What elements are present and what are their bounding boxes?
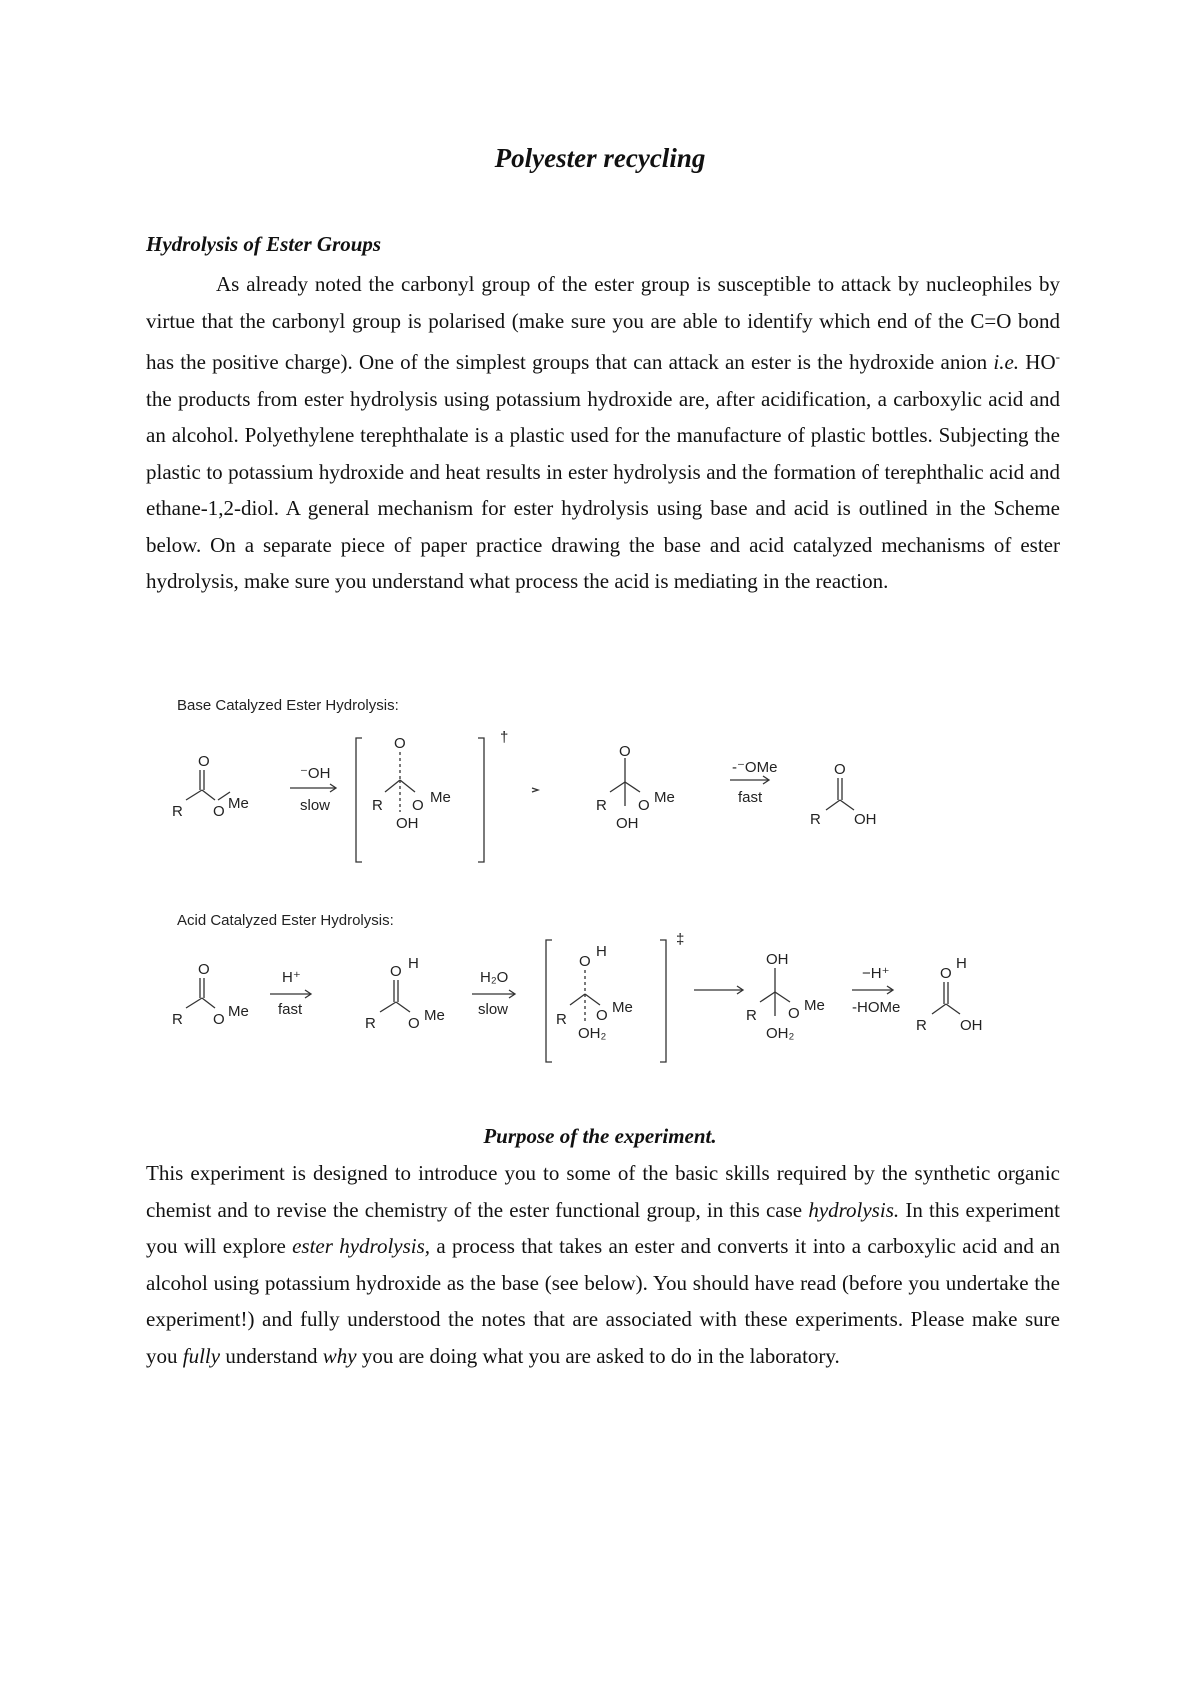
intro-superscript: - [1055, 349, 1060, 364]
atom-oh: OH [396, 815, 419, 832]
atom-o: O [788, 1005, 800, 1022]
purpose-text-c: a process that takes an ester and converts it into a carboxylic acid and an alcohol using potassium hydroxide as the base (see below). You should have read (before you undertake the experiment!) and fully understood the notes that are associated with these experiments. Please make sure you [146, 1234, 1061, 1368]
base-scheme-diagram [160, 720, 1060, 870]
purpose-em-fully: fully [182, 1343, 221, 1368]
atom-oh2: OH₂ [766, 1025, 795, 1042]
atom-o: O [213, 1011, 225, 1028]
atom-o: O [394, 735, 406, 752]
atom-r: R [172, 803, 183, 820]
reagent-slow: slow [300, 797, 331, 814]
atom-r: R [916, 1017, 927, 1034]
atom-me: Me [228, 1003, 249, 1020]
reagent-fast: fast [738, 789, 763, 806]
intro-text-a: As already noted the carbonyl group of the ester group is susceptible to attack by nucleophiles by virtue that the carbonyl group is polarised (make sure you are able to identify which end of the C=O bond has the positive charge). One of the simplest groups that can attack an ester is the hydroxide anion [146, 272, 1060, 374]
purpose-text-b: In this experiment you will explore [146, 1197, 1061, 1258]
atom-me: Me [424, 1007, 445, 1024]
acid-scheme-label: Acid Catalyzed Ester Hydrolysis: [177, 912, 394, 929]
reagent-slow: slow [478, 1001, 509, 1018]
atom-r: R [810, 811, 821, 828]
atom-oh: OH [960, 1017, 983, 1034]
atom-oh: OH [766, 951, 789, 968]
section-heading-hydrolysis: Hydrolysis of Ester Groups [146, 232, 382, 256]
atom-o: O [834, 761, 846, 778]
purpose-text-a: This experiment is designed to introduce you to some of the basic skills required by the synthetic organic chemist and to revise the chemistry of the ester functional group, in this case [146, 1161, 1060, 1222]
atom-h: H [408, 955, 419, 972]
purpose-text-d: understand [220, 1343, 323, 1368]
atom-r: R [365, 1015, 376, 1032]
reagent-fast: fast [278, 1001, 303, 1018]
dagger-symbol: † [500, 729, 509, 746]
section-heading-purpose: Purpose of the experiment. [483, 1124, 717, 1148]
purpose-em-ester-hydrolysis: ester hydrolysis, [292, 1234, 431, 1258]
intro-paragraph [146, 266, 1060, 600]
atom-o: O [638, 797, 650, 814]
atom-o: O [198, 961, 210, 978]
atom-me: Me [228, 795, 249, 812]
atom-o: O [198, 753, 210, 770]
atom-r: R [172, 1011, 183, 1028]
purpose-text-e: you are doing what you are asked to do in the laboratory. [356, 1343, 840, 1368]
atom-me: Me [654, 789, 675, 806]
page-title: Polyester recycling [494, 143, 706, 173]
reagent-oh: ⁻OH [300, 765, 331, 782]
atom-o: O [412, 797, 424, 814]
purpose-em-hydrolysis: hydrolysis. [808, 1197, 900, 1222]
atom-h: H [596, 943, 607, 960]
reagent-h: H⁺ [282, 969, 301, 986]
atom-r: R [596, 797, 607, 814]
atom-o: O [213, 803, 225, 820]
atom-r: R [556, 1011, 567, 1028]
intro-ie: i.e. [993, 350, 1020, 374]
atom-r: R [746, 1007, 757, 1024]
reagent-minus-home: -HOMe [852, 999, 901, 1016]
acid-scheme-diagram [160, 930, 1060, 1080]
atom-oh: OH [854, 811, 877, 828]
base-scheme-label: Base Catalyzed Ester Hydrolysis: [177, 697, 399, 714]
atom-o: O [408, 1015, 420, 1032]
atom-o: O [390, 963, 402, 980]
double-dagger-symbol: ‡ [676, 931, 685, 948]
purpose-paragraph [146, 1155, 1060, 1374]
atom-o: O [596, 1007, 608, 1024]
atom-oh2: OH₂ [578, 1025, 607, 1042]
atom-me: Me [612, 999, 633, 1016]
atom-r: R [372, 797, 383, 814]
intro-text-b: HO [1019, 350, 1056, 374]
atom-oh: OH [616, 815, 639, 832]
atom-me: Me [804, 997, 825, 1014]
reagent-ome: -⁻OMe [732, 759, 778, 776]
atom-me: Me [430, 789, 451, 806]
atom-o: O [619, 743, 631, 760]
atom-o: O [579, 953, 591, 970]
intro-text-c: the products from ester hydrolysis using potassium hydroxide are, after acidification, a carboxylic acid and an alcohol. Polyethylene terephthalate is a plastic used for the manufacture of plastic bottles. Subjecting the plastic to potassium hydroxide and heat results in ester hydrolysis and the formation of terephthalic acid and ethane-1,2-diol. A general mechanism for ester hydrolysis using base and acid is outlined in the Scheme below. On a separate piece of paper practice drawing the base and acid catalyzed mechanisms of ester hydrolysis, make sure you understand what process the acid is mediating in the reaction. [146, 386, 1060, 593]
purpose-em-why: why [322, 1343, 357, 1368]
atom-o: O [940, 965, 952, 982]
reagent-minus-h: −H⁺ [862, 965, 890, 982]
reagent-h2o: H₂O [480, 969, 509, 986]
atom-h: H [956, 955, 967, 972]
